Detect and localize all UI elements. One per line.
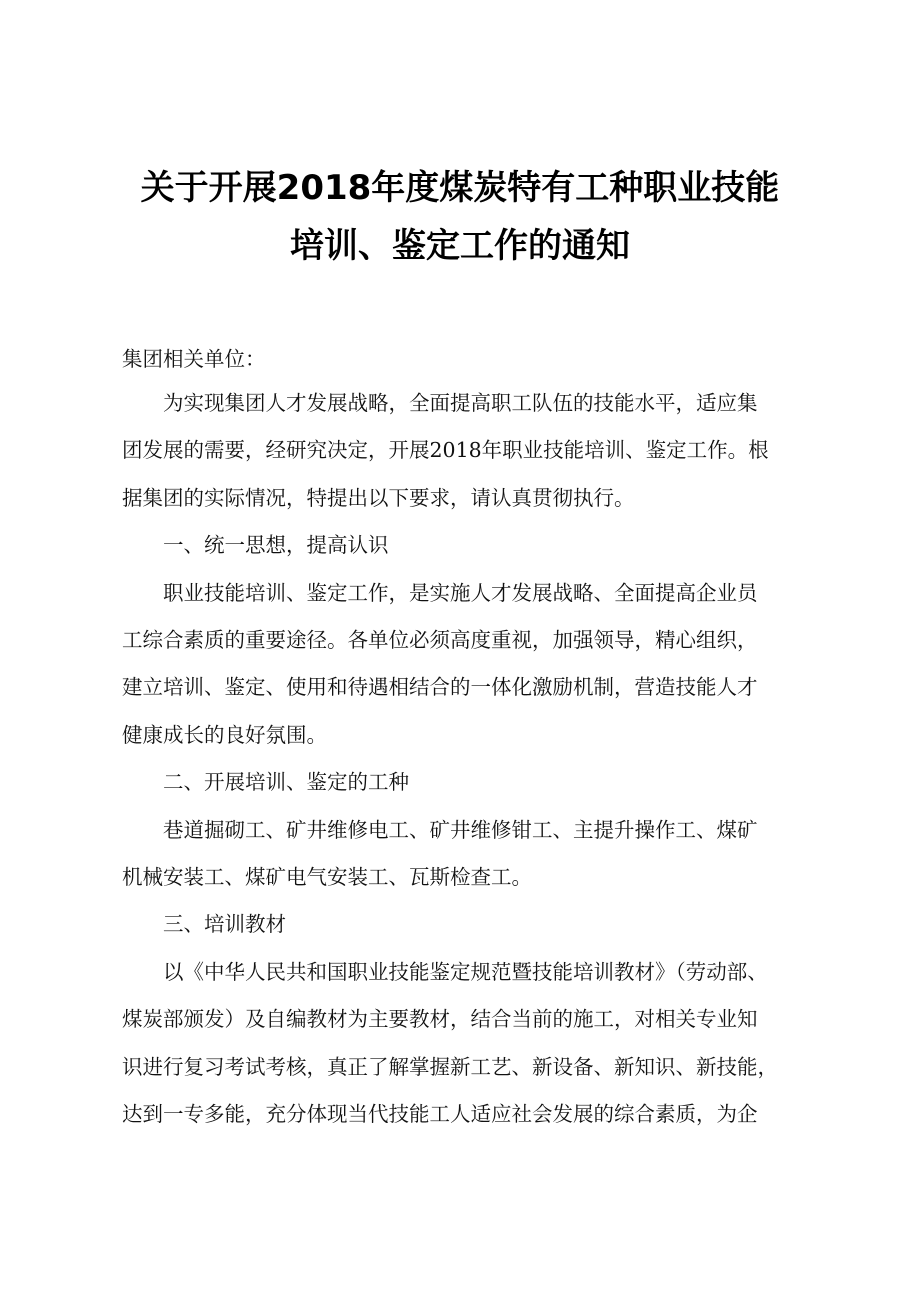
document-title-line-1: 关于开展2018年度煤炭特有工种职业技能 [140,168,780,208]
paragraph-line: 巷道掘砌工、矿井维修电工、矿井维修钳工、主提升操作工、煤矿 [163,817,758,842]
paragraph-line: 识进行复习考试考核，真正了解掌握新工艺、新设备、新知识、新技能， [122,1054,778,1079]
section-2-heading: 二、开展培训、鉴定的工种 [163,770,409,795]
paragraph-line: 据集团的实际情况，特提出以下要求，请认真贯彻执行。 [122,485,635,510]
salutation: 集团相关单位： [122,347,266,371]
paragraph-line: 以《中华人民共和国职业技能鉴定规范暨技能培训教材》（劳动部、 [163,959,768,984]
paragraph-line: 建立培训、鉴定、使用和待遇相结合的一体化激励机制，营造技能人才 [122,675,758,700]
section-1-paragraph [122,570,806,760]
paragraph-line: 机械安装工、煤矿电气安装工、瓦斯检查工。 [122,865,532,890]
paragraph-line: 工综合素质的重要途径。各单位必须高度重视，加强领导，精心组织， [122,628,758,653]
paragraph-line: 达到一专多能，充分体现当代技能工人适应社会发展的综合素质，为企 [122,1102,758,1127]
section-3-heading: 三、培训教材 [163,912,286,937]
section-2-paragraph [122,807,806,902]
section-1-heading: 一、统一思想，提高认识 [163,533,389,558]
paragraph-line: 职业技能培训、鉴定工作，是实施人才发展战略、全面提高企业员 [163,580,758,605]
paragraph-line: 健康成长的良好氛围。 [122,722,327,747]
document-body [122,380,806,1139]
paragraph-line: 为实现集团人才发展战略，全面提高职工队伍的技能水平，适应集 [163,391,758,415]
section-3-paragraph [122,949,806,1139]
intro-paragraph [122,380,806,522]
paragraph-line: 团发展的需要，经研究决定，开展2018年职业技能培训、鉴定工作。根 [122,438,769,463]
paragraph-line: 煤炭部颁发）及自编教材为主要教材，结合当前的施工，对相关专业知 [122,1007,758,1032]
document-title-line-2: 培训、鉴定工作的通知 [290,226,630,266]
